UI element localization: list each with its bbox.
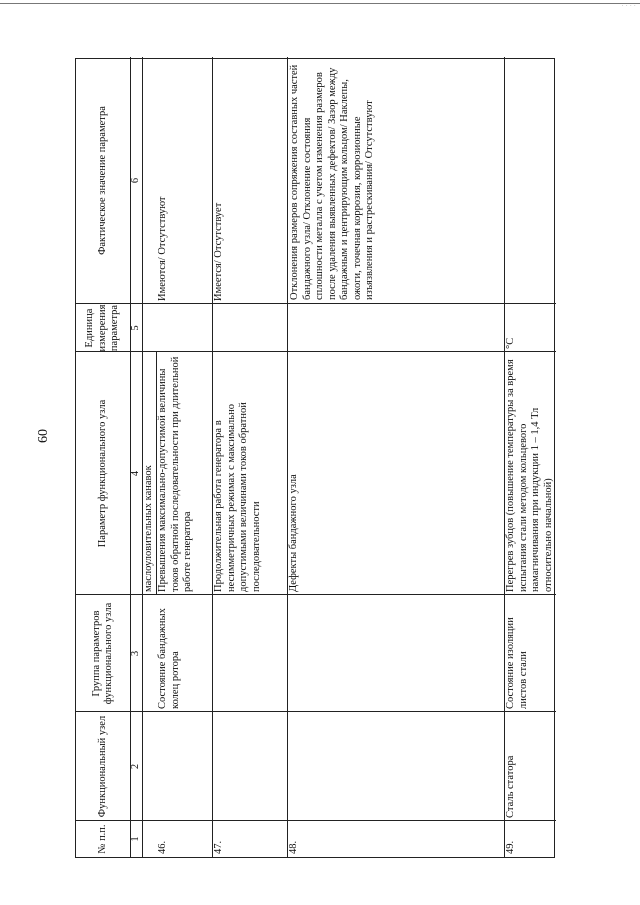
corner-mark: · · · · — [621, 2, 636, 10]
table-cell-value: Отклонения размеров сопряжения составных частей бандажного узла/ Отклонение состояния сплошности металла с учетом изменения размеров после удаления выявленных дефектов/ Зазор между бандажным и центрирующим кольцом/ Наклепы, ожоги, точечная коррозия, коррозионные изъязвления и растрескивания/ Отсутствуют — [289, 64, 375, 300]
col-number: 6 — [130, 177, 141, 184]
table-cell-param: Превышения максимально-допустимой величины токов обратной последовательности при длительной работе генератора — [157, 356, 193, 592]
header-unit: Единица измерения параметра — [84, 304, 121, 352]
col-number: 3 — [130, 650, 141, 657]
table-cell-unit: °С — [505, 337, 516, 349]
row-number: 48. — [288, 840, 299, 854]
table-cell-param: Продолжительная работа генератора в несимметричных режимах с максимально допустимыми величинами токов обратной последовательности — [213, 402, 262, 592]
col-number: 4 — [130, 470, 141, 477]
table-cell-group: Состояние бандажных колец ротора — [157, 608, 181, 709]
table-cell-group: Состояние изоляции листов стали — [505, 617, 529, 709]
table-cell-value: Имеется/ Отсутствует — [213, 202, 224, 301]
col-number: 1 — [130, 836, 141, 842]
row-number: 47. — [213, 840, 224, 854]
table-cell-node: Сталь статора — [505, 755, 516, 818]
table-cell-param: Дефекты бандажного узла — [288, 474, 299, 592]
table-cell-value: Имеются/ Отсутствуют — [157, 196, 168, 301]
page-number: 60 — [36, 429, 51, 443]
header-group: Группа параметров функционального узла — [90, 602, 114, 705]
col-number: 2 — [130, 763, 141, 770]
header-value: Фактическое значение параметра — [96, 106, 108, 255]
col-divider — [76, 711, 556, 712]
table-cell-param: Перегрев зубцов (повышение температуры за время испытания стали методом кольцевого намагничивания при индукции 1 – 1,4 Тл относительно начальной) — [505, 359, 554, 592]
rotated-table-container — [75, 58, 555, 858]
col-number: 5 — [130, 325, 141, 331]
top-rule — [0, 3, 640, 4]
table-cell-param: маслоуловительных канавок — [143, 465, 154, 592]
row-number: 46. — [157, 840, 168, 854]
row-number: 49. — [505, 840, 516, 854]
header-param: Параметр функционального узла — [96, 399, 108, 548]
header-node: Функциональный узел — [96, 715, 108, 818]
header-num: № п.п. — [96, 824, 108, 854]
parameters-table — [75, 58, 555, 858]
